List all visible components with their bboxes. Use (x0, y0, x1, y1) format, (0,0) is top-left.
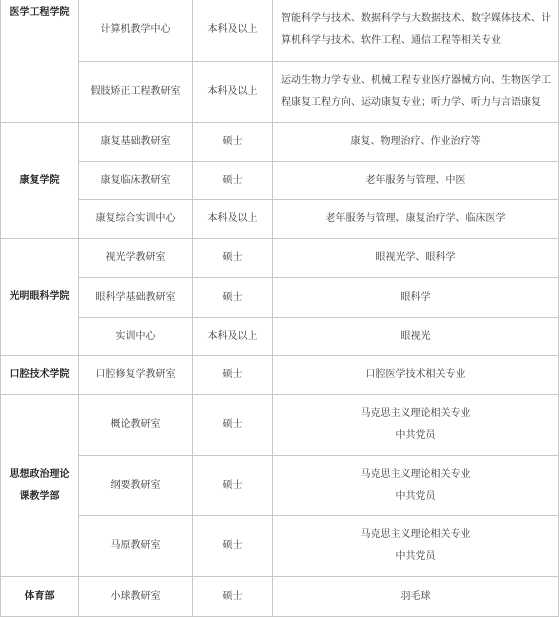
department-cell: 眼科学基础教研室 (79, 278, 193, 318)
table-row (1, 123, 559, 162)
table-row (1, 200, 559, 239)
degree-cell: 硕士 (193, 239, 273, 278)
major-cell: 口腔医学技术相关专业 (273, 356, 559, 395)
department-cell: 口腔修复学教研室 (79, 356, 193, 395)
degree-cell: 硕士 (193, 456, 273, 516)
major-cell: 眼科学 (273, 278, 559, 318)
college-cell: 口腔技术学院 (1, 356, 79, 395)
college-cell: 光明眼科学院 (1, 239, 79, 356)
department-cell: 概论教研室 (79, 395, 193, 456)
department-cell: 计算机教学中心 (79, 0, 193, 62)
major-line: 中共党员 (395, 430, 436, 441)
major-cell (273, 456, 559, 516)
major-cell: 羽毛球 (273, 577, 559, 617)
department-cell: 康复综合实训中心 (79, 200, 193, 239)
department-cell: 康复临床教研室 (79, 162, 193, 200)
degree-cell: 硕士 (193, 162, 273, 200)
major-cell: 康复、物理治疗、作业治疗等 (273, 123, 559, 162)
college-line: 思想政治理论 (9, 468, 70, 480)
department-cell: 纲要教研室 (79, 456, 193, 516)
major-line: 算机科学与技术、软件工程、通信工程等相关专业 (281, 35, 501, 46)
table-row (1, 577, 559, 617)
major-cell (273, 62, 559, 123)
degree-cell: 硕士 (193, 123, 273, 162)
table-row (1, 162, 559, 200)
major-cell (273, 516, 559, 577)
major-line: 中共党员 (395, 490, 436, 502)
department-cell: 实训中心 (79, 318, 193, 356)
major-cell: 老年服务与管理、中医 (273, 162, 559, 200)
degree-cell: 硕士 (193, 356, 273, 395)
degree-cell: 硕士 (193, 516, 273, 577)
degree-cell: 硕士 (193, 395, 273, 456)
college-cell: 医学工程学院 (1, 0, 79, 123)
college-cell: 康复学院 (1, 123, 79, 239)
department-cell: 视光学教研室 (79, 239, 193, 278)
major-line: 运动生物力学专业、机械工程专业医疗器械方向、生物医学工 (281, 75, 551, 86)
college-line: 课教学部 (19, 490, 60, 502)
department-cell: 马原教研室 (79, 516, 193, 577)
college-cell (1, 395, 79, 577)
major-line: 马克思主义理论相关专业 (360, 468, 471, 480)
major-line: 程康复工程方向、运动康复专业；听力学、听力与言语康复 (281, 97, 541, 108)
major-line: 马克思主义理论相关专业 (360, 529, 471, 540)
table-row (1, 278, 559, 318)
major-cell: 眼视光 (273, 318, 559, 356)
major-line: 智能科学与技术、数据科学与大数据技术、数字媒体技术、计 (281, 13, 551, 24)
degree-cell: 硕士 (193, 278, 273, 318)
table-row (1, 239, 559, 278)
table-row (1, 356, 559, 395)
table-row (1, 318, 559, 356)
degree-cell: 硕士 (193, 577, 273, 617)
major-cell (273, 395, 559, 456)
department-cell: 小球教研室 (79, 577, 193, 617)
major-cell (273, 0, 559, 62)
department-cell: 假肢矫正工程教研室 (79, 62, 193, 123)
table-row (1, 395, 559, 456)
table-row (1, 456, 559, 516)
major-line: 中共党员 (395, 551, 436, 562)
degree-cell: 本科及以上 (193, 318, 273, 356)
department-cell: 康复基础教研室 (79, 123, 193, 162)
major-cell: 眼视光学、眼科学 (273, 239, 559, 278)
degree-cell: 本科及以上 (193, 62, 273, 123)
table-row (1, 516, 559, 577)
major-line: 马克思主义理论相关专业 (360, 408, 471, 419)
major-cell: 老年服务与管理、康复治疗学、临床医学 (273, 200, 559, 239)
table-row (1, 62, 559, 123)
college-cell: 体育部 (1, 577, 79, 617)
degree-cell: 本科及以上 (193, 200, 273, 239)
table-row (1, 0, 559, 62)
degree-cell: 本科及以上 (193, 0, 273, 62)
